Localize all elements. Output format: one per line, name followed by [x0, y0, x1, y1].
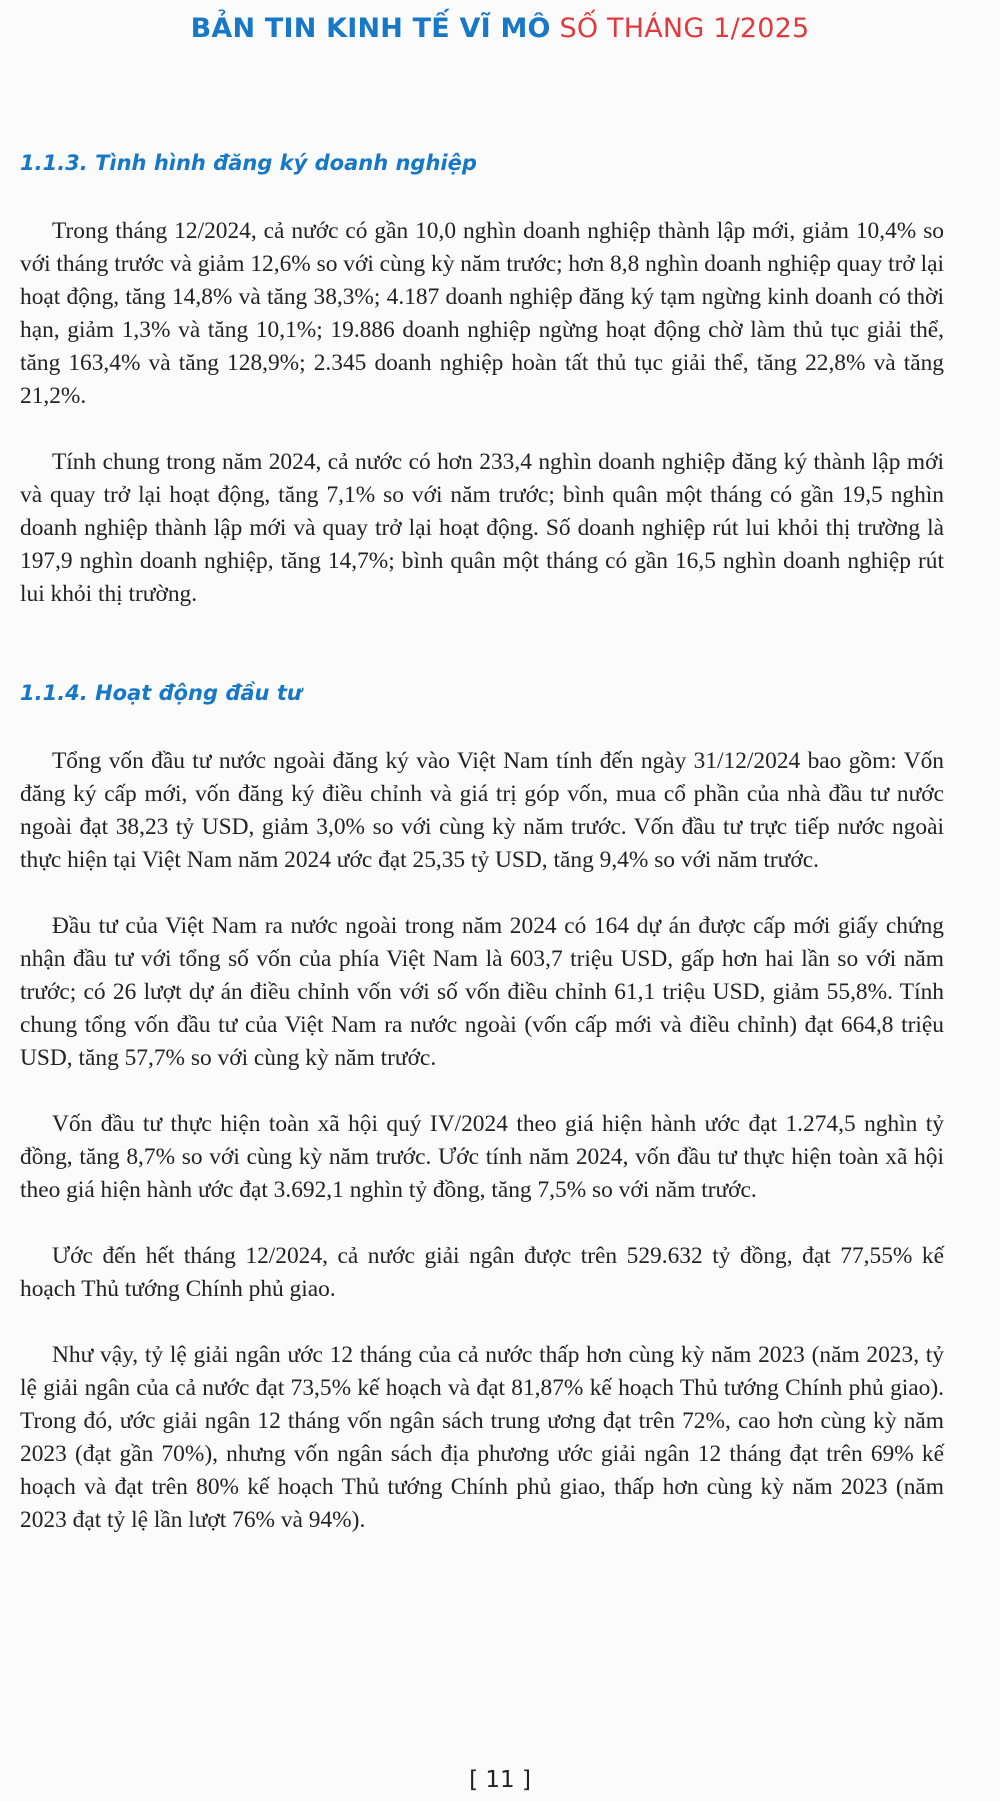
- paragraph: Ước đến hết tháng 12/2024, cả nước giải ngân được trên 529.632 tỷ đồng, đạt 77,55% kế hoạch Thủ tướng Chính phủ giao.: [20, 1243, 944, 1302]
- issue-label: SỐ THÁNG 1/2025: [559, 13, 810, 44]
- document-body: [20, 145, 944, 1537]
- page-header: [0, 10, 1000, 48]
- paragraph: Trong tháng 12/2024, cả nước có gần 10,0 nghìn doanh nghiệp thành lập mới, giảm 10,4% so với tháng trước và giảm 12,6% so với cùng kỳ năm trước; hơn 8,8 nghìn doanh nghiệp quay trở lại hoạt động, tăng 14,8% và tăng 38,3%; 4.187 doanh nghiệp đăng ký tạm ngừng kinh doanh có thời hạn, giảm 1,3% và tăng 10,1%; 19.886 doanh nghiệp ngừng hoạt động chờ làm thủ tục giải thể, tăng 163,4% và tăng 128,9%; 2.345 doanh nghiệp hoàn tất thủ tục giải thể, tăng 22,8% và tăng 21,2%.: [20, 218, 944, 409]
- paragraph: Đầu tư của Việt Nam ra nước ngoài trong năm 2024 có 164 dự án được cấp mới giấy chứng nhận đầu tư với tổng số vốn của phía Việt Nam là 603,7 triệu USD, gấp hơn hai lần so với năm trước; có 26 lượt dự án điều chỉnh vốn với số vốn điều chỉnh 61,1 triệu USD, giảm 55,8%. Tính chung tổng vốn đầu tư của Việt Nam ra nước ngoài (vốn cấp mới và điều chỉnh) đạt 664,8 triệu USD, tăng 57,7% so với cùng kỳ năm trước.: [20, 913, 944, 1071]
- section-heading-investment: 1.1.4. Hoạt động đầu tư: [20, 681, 302, 705]
- paragraph: Tổng vốn đầu tư nước ngoài đăng ký vào Việt Nam tính đến ngày 31/12/2024 bao gồm: Vốn đăng ký cấp mới, vốn đăng ký điều chỉnh và giá trị góp vốn, mua cổ phần của nhà đầu tư nước ngoài đạt 38,23 tỷ USD, giảm 3,0% so với cùng kỳ năm trước. Vốn đầu tư trực tiếp nước ngoài thực hiện tại Việt Nam năm 2024 ước đạt 25,35 tỷ USD, tăng 9,4% so với năm trước.: [20, 748, 944, 873]
- section-heading-business-registration: 1.1.3. Tình hình đăng ký doanh nghiệp: [20, 151, 477, 175]
- page-number: [ 11 ]: [469, 1767, 531, 1793]
- paragraph: Như vậy, tỷ lệ giải ngân ước 12 tháng của cả nước thấp hơn cùng kỳ năm 2023 (năm 2023, tỷ lệ giải ngân của cả nước đạt 73,5% kế hoạch và đạt 81,87% kế hoạch Thủ tướng Chính phủ giao). Trong đó, ước giải ngân 12 tháng vốn ngân sách trung ương đạt trên 72%, cao hơn cùng kỳ năm 2023 (đạt gần 70%), nhưng vốn ngân sách địa phương ước giải ngân 12 tháng đạt trên 69% kế hoạch và đạt trên 80% kế hoạch Thủ tướng Chính phủ giao, thấp hơn cùng kỳ năm 2023 (năm 2023 đạt tỷ lệ lần lượt 76% và 94%).: [20, 1342, 944, 1533]
- paragraph: Vốn đầu tư thực hiện toàn xã hội quý IV/2024 theo giá hiện hành ước đạt 1.274,5 nghìn tỷ đồng, tăng 8,7% so với cùng kỳ năm trước. Ước tính năm 2024, vốn đầu tư thực hiện toàn xã hội theo giá hiện hành ước đạt 3.692,1 nghìn tỷ đồng, tăng 7,5% so với năm trước.: [20, 1111, 944, 1203]
- bulletin-title: BẢN TIN KINH TẾ VĨ MÔ: [190, 13, 551, 44]
- paragraph: Tính chung trong năm 2024, cả nước có hơn 233,4 nghìn doanh nghiệp đăng ký thành lập mới và quay trở lại hoạt động, tăng 7,1% so với năm trước; bình quân một tháng có gần 19,5 nghìn doanh nghiệp thành lập mới và quay trở lại hoạt động. Số doanh nghiệp rút lui khỏi thị trường là 197,9 nghìn doanh nghiệp, tăng 14,7%; bình quân một tháng có gần 16,5 nghìn doanh nghiệp rút lui khỏi thị trường.: [20, 449, 944, 607]
